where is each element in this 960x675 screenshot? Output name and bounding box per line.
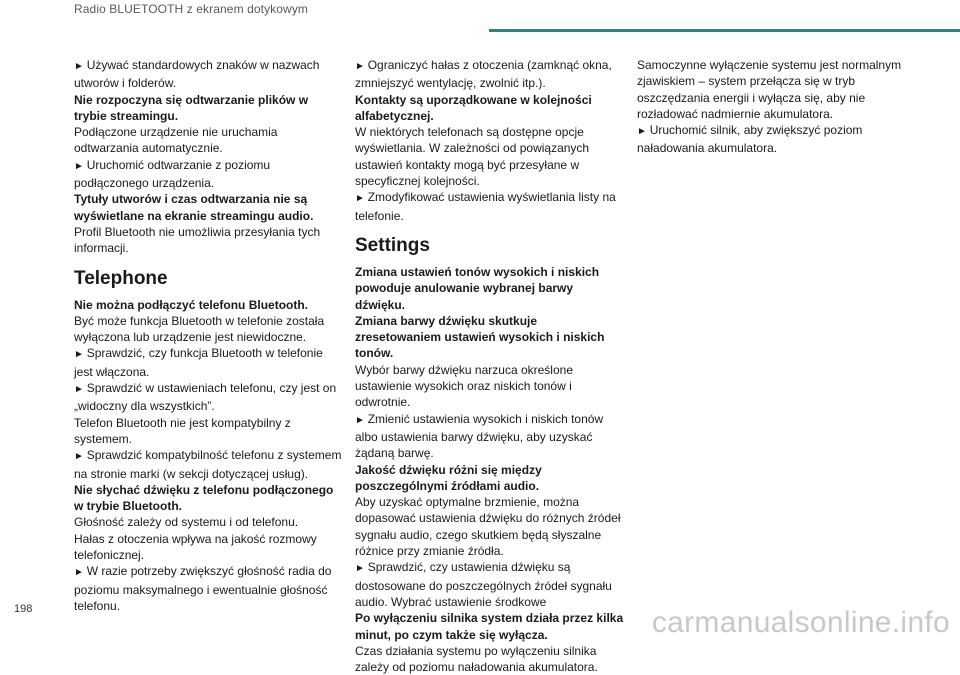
problem-statement: Zmiana barwy dźwięku skutkuje zresetowaniem ustawień wysokich i niskich tonów. bbox=[355, 313, 605, 361]
body-text: W niektórych telefonach są dostępne opcje wyświetlania. W zależności od powiązanych ustawień kontakty mogą być przesyłane w specyficznej kolejności. bbox=[355, 125, 590, 189]
body-text: Wybór barwy dźwięku narzuca określone ustawienie wysokich oraz niskich tonów i odwrotnie. bbox=[355, 362, 573, 410]
body-text: Hałas z otoczenia wpływa na jakość rozmowy telefonicznej. bbox=[74, 531, 317, 563]
problem-statement: Tytuły utworów i czas odtwarzania nie są wyświetlane na ekranie streamingu audio. bbox=[74, 192, 314, 223]
action-step: ► Sprawdzić kompatybilność telefonu z systemem na stronie marki (w sekcji dotyczącej usług). bbox=[74, 447, 344, 482]
action-step: ► Uruchomić silnik, aby zwiększyć poziom naładowania akumulatora. bbox=[637, 122, 907, 157]
column-3 bbox=[637, 57, 907, 157]
page-number: 198 bbox=[14, 603, 33, 615]
body-text: Samoczynne wyłączenie systemu jest normalnym zjawiskiem – system przełącza się w tryb oszczędzania energii i wyłącza się, aby nie rozładować nadmiernie akumulatora. bbox=[637, 58, 902, 121]
body-text: Być może funkcja Bluetooth w telefonie została wyłączona lub urządzenie jest niewidoczne. bbox=[74, 313, 325, 345]
watermark: carmanualsonline.info bbox=[651, 606, 950, 639]
action-step: ► Zmienić ustawienia wysokich i niskich tonów albo ustawienia barwy dźwięku, aby uzyskać żądaną barwę. bbox=[355, 411, 625, 462]
action-step: ► Ograniczyć hałas z otoczenia (zamknąć okna, zmniejszyć wentylację, zwolnić itp.). bbox=[355, 57, 625, 92]
problem-statement: Jakość dźwięku różni się między poszczególnymi źródłami audio. bbox=[355, 462, 542, 493]
header-title: Radio BLUETOOTH z ekranem dotykowym bbox=[74, 2, 309, 16]
header-accent-bar bbox=[489, 29, 960, 32]
column-1 bbox=[74, 57, 344, 614]
problem-statement: Po wyłączeniu silnika system działa przez kilka minut, po czym także się wyłącza. bbox=[355, 611, 624, 642]
section-heading: Settings bbox=[355, 234, 430, 256]
body-text: Profil Bluetooth nie umożliwia przesyłania tych informacji. bbox=[74, 224, 321, 256]
problem-statement: Zmiana ustawień tonów wysokich i niskich powoduje anulowanie wybranej barwy dźwięku. bbox=[355, 264, 600, 312]
body-text: Podłączone urządzenie nie uruchamia odtwarzania automatycznie. bbox=[74, 125, 278, 156]
problem-statement: Nie rozpoczyna się odtwarzanie plików w trybie streamingu. bbox=[74, 92, 309, 123]
section-heading: Telephone bbox=[74, 267, 168, 289]
problem-statement: Nie można podłączyć telefonu Bluetooth. bbox=[74, 297, 309, 312]
action-step: ► Sprawdzić w ustawieniach telefonu, czy jest on „widoczny dla wszystkich”. bbox=[74, 380, 344, 415]
action-step: ► Sprawdzić, czy ustawienia dźwięku są dostosowane do poszczególnych źródeł sygnału audio. Wybrać ustawienie środkowe bbox=[355, 559, 625, 610]
problem-statement: Kontakty są uporządkowane w kolejności alfabetycznej. bbox=[355, 92, 592, 123]
action-step: ► Sprawdzić, czy funkcja Bluetooth w telefonie jest włączona. bbox=[74, 345, 344, 380]
action-step: ► W razie potrzeby zwiększyć głośność radia do poziomu maksymalnego i ewentualnie głośność telefonu. bbox=[74, 563, 344, 614]
action-step: ► Zmodyfikować ustawienia wyświetlania listy na telefonie. bbox=[355, 189, 625, 224]
body-text: Głośność zależy od systemu i od telefonu. bbox=[74, 515, 299, 530]
column-2 bbox=[355, 57, 625, 675]
problem-statement: Nie słychać dźwięku z telefonu podłączonego w trybie Bluetooth. bbox=[74, 482, 334, 514]
body-text: Aby uzyskać optymalne brzmienie, można dopasować ustawienia dźwięku do różnych źródeł sygnału audio, czego skutkiem będą słyszalne różnice przy zmianie źródła. bbox=[355, 495, 621, 559]
body-text: Telefon Bluetooth nie jest kompatybilny z systemem. bbox=[74, 415, 291, 446]
body-text: Czas działania systemu po wyłączeniu silnika zależy od poziomu naładowania akumulatora. bbox=[355, 643, 598, 675]
action-step: ► Uruchomić odtwarzanie z poziomu podłączonego urządzenia. bbox=[74, 157, 344, 192]
action-step: ► Używać standardowych znaków w nazwach utworów i folderów. bbox=[74, 57, 344, 92]
